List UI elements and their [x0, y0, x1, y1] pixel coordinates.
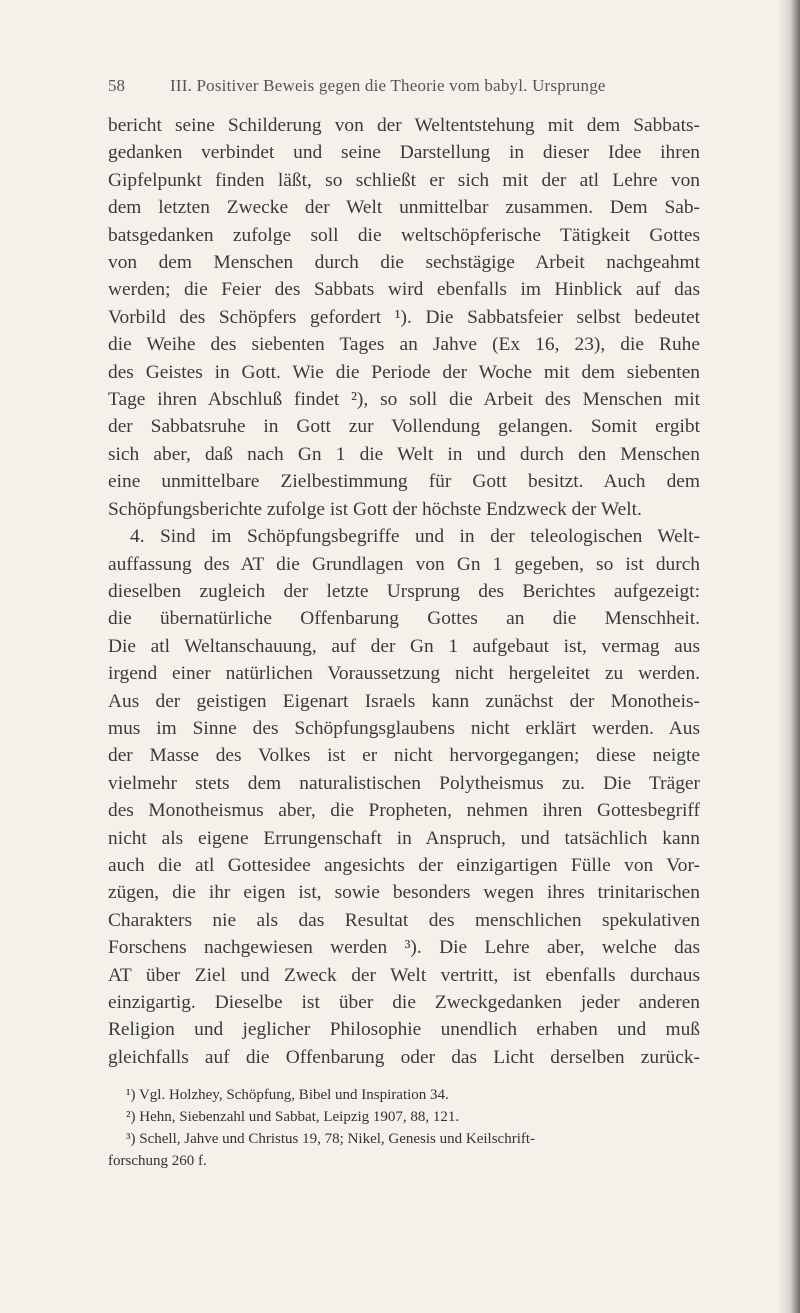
text-line: der Sabbatsruhe in Gott zur Vollendung gelangen. Somit ergibt	[108, 416, 700, 438]
page-number: 58	[108, 76, 125, 95]
text-line: dem letzten Zwecke der Welt unmittelbar zusammen. Dem Sab-	[108, 197, 700, 219]
text-line: von dem Menschen durch die sechstägige Arbeit nachgeahmt	[108, 252, 700, 274]
text-line: Forschens nachgewiesen werden ³). Die Lehre aber, welche das	[108, 937, 700, 959]
text-line: Gipfelpunkt finden läßt, so schließt er sich mit der atl Lehre von	[108, 169, 700, 191]
text-line: AT über Ziel und Zweck der Welt vertritt, ist ebenfalls durchaus	[108, 964, 700, 986]
text-line: Die atl Weltanschauung, auf der Gn 1 aufgebaut ist, vermag aus	[108, 635, 700, 657]
text-line: gedanken verbindet und seine Darstellung in dieser Idee ihren	[108, 142, 700, 164]
running-title: III. Positiver Beweis gegen die Theorie vom babyl. Ursprunge	[170, 76, 606, 95]
text-line: des Monotheismus aber, die Propheten, nehmen ihren Gottesbegriff	[108, 800, 700, 822]
footnote-3-continued: forschung 260 f.	[108, 1153, 207, 1169]
text-line: einzigartig. Dieselbe ist über die Zweckgedanken jeder anderen	[108, 992, 700, 1013]
text-line: auch die atl Gottesidee angesichts der einzigartigen Fülle von Vor-	[108, 854, 700, 876]
text-line: zügen, die ihr eigen ist, sowie besonders wegen ihres trinitarischen	[108, 882, 700, 904]
text-line: Vorbild des Schöpfers gefordert ¹). Die Sabbatsfeier selbst bedeutet	[108, 306, 700, 328]
text-line: dieselben zugleich der letzte Ursprung des Berichtes aufgezeigt:	[108, 580, 700, 602]
text-line: auffassung des AT die Grundlagen von Gn 1 gegeben, so ist durch	[108, 553, 700, 575]
text-line: werden; die Feier des Sabbats wird ebenfalls im Hinblick auf das	[108, 279, 700, 301]
text-line: der Masse des Volkes ist er nicht hervorgegangen; diese neigte	[108, 745, 700, 767]
text-line: vielmehr stets dem naturalistischen Polytheismus zu. Die Träger	[108, 772, 700, 794]
text-line: mus im Sinne des Schöpfungsglaubens nicht erklärt werden. Aus	[108, 717, 700, 739]
text-line: 4. Sind im Schöpfungsbegriffe und in der teleologischen Welt-	[130, 526, 700, 548]
text-line: Aus der geistigen Eigenart Israels kann zunächst der Monotheis-	[108, 690, 700, 712]
text-line: Schöpfungsberichte zufolge ist Gott der höchste Endzweck der Welt.	[108, 498, 642, 520]
footnote-3: ³) Schell, Jahve und Christus 19, 78; Nikel, Genesis und Keilschrift-	[126, 1131, 536, 1147]
page-edge-shadow	[778, 0, 800, 1313]
text-line: nicht als eigene Errungenschaft in Anspruch, und tatsächlich kann	[108, 827, 700, 849]
text-line: des Geistes in Gott. Wie die Periode der Woche mit dem siebenten	[108, 361, 700, 383]
text-line: bericht seine Schilderung von der Weltentstehung mit dem Sabbats-	[108, 115, 700, 136]
text-line: sich aber, daß nach Gn 1 die Welt in und durch den Menschen	[108, 443, 700, 465]
main-text	[108, 112, 700, 1071]
text-line: Charakters nie als das Resultat des menschlichen spekulativen	[108, 909, 700, 931]
text-line: eine unmittelbare Zielbestimmung für Gott besitzt. Auch dem	[108, 471, 700, 493]
footnote-2: ²) Hehn, Siebenzahl und Sabbat, Leipzig 1907, 88, 121.	[126, 1109, 460, 1125]
text-line: die übernatürliche Offenbarung Gottes an die Menschheit.	[108, 608, 700, 630]
text-line: Tage ihren Abschluß findet ²), so soll die Arbeit des Menschen mit	[108, 389, 700, 411]
text-line: gleichfalls auf die Offenbarung oder das Licht derselben zurück-	[108, 1046, 700, 1068]
text-line: die Weihe des siebenten Tages an Jahve (Ex 16, 23), die Ruhe	[108, 334, 700, 356]
footnotes	[108, 1084, 700, 1172]
footnote-1: ¹) Vgl. Holzhey, Schöpfung, Bibel und Inspiration 34.	[126, 1087, 449, 1103]
text-line: batsgedanken zufolge soll die weltschöpferische Tätigkeit Gottes	[108, 224, 700, 246]
text-line: Religion und jeglicher Philosophie unendlich erhaben und muß	[108, 1019, 700, 1041]
text-line: irgend einer natürlichen Voraussetzung nicht hergeleitet zu werden.	[108, 663, 700, 685]
